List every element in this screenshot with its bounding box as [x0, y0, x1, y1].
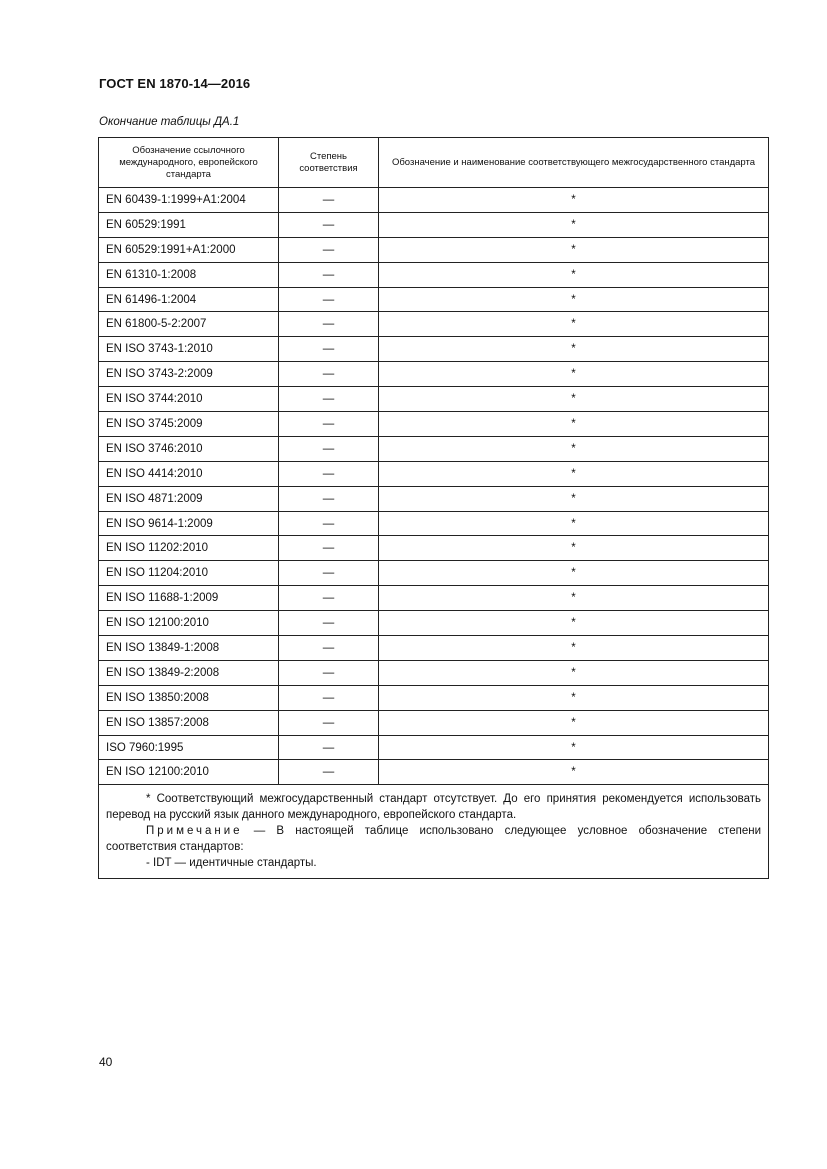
- degree-cell: —: [279, 710, 379, 735]
- interstate-standard-cell: *: [379, 262, 769, 287]
- degree-cell: —: [279, 536, 379, 561]
- table-row: [99, 312, 769, 337]
- notes-row: [99, 785, 769, 879]
- reference-standard-cell: EN ISO 11202:2010: [99, 536, 279, 561]
- reference-standard-cell: EN ISO 11688-1:2009: [99, 586, 279, 611]
- degree-cell: —: [279, 188, 379, 213]
- reference-standard-cell: EN ISO 3745:2009: [99, 412, 279, 437]
- table-row: [99, 636, 769, 661]
- table-body: [99, 188, 769, 785]
- interstate-standard-cell: *: [379, 387, 769, 412]
- table-row: [99, 685, 769, 710]
- note: [106, 823, 761, 855]
- interstate-standard-cell: *: [379, 660, 769, 685]
- interstate-standard-cell: *: [379, 362, 769, 387]
- table-row: [99, 212, 769, 237]
- interstate-standard-cell: *: [379, 486, 769, 511]
- interstate-standard-cell: *: [379, 212, 769, 237]
- table-row: [99, 362, 769, 387]
- degree-cell: —: [279, 760, 379, 785]
- degree-cell: —: [279, 586, 379, 611]
- reference-standard-cell: EN 61310-1:2008: [99, 262, 279, 287]
- table-header-row: [99, 138, 769, 188]
- table-row: [99, 611, 769, 636]
- interstate-standard-cell: *: [379, 188, 769, 213]
- table-row: [99, 387, 769, 412]
- column-header-degree: Степень соответствия: [279, 138, 379, 188]
- notes-cell: [99, 785, 769, 879]
- reference-standard-cell: EN ISO 3746:2010: [99, 436, 279, 461]
- interstate-standard-cell: *: [379, 337, 769, 362]
- table-caption: Окончание таблицы ДА.1: [99, 116, 240, 128]
- degree-cell: —: [279, 561, 379, 586]
- column-header-reference: Обозначение ссылочного международного, европейского стандарта: [99, 138, 279, 188]
- reference-standard-cell: EN ISO 3744:2010: [99, 387, 279, 412]
- table-row: [99, 262, 769, 287]
- table-row: [99, 337, 769, 362]
- degree-cell: —: [279, 735, 379, 760]
- interstate-standard-cell: *: [379, 710, 769, 735]
- reference-standard-cell: EN ISO 12100:2010: [99, 611, 279, 636]
- interstate-standard-cell: *: [379, 561, 769, 586]
- table-row: [99, 237, 769, 262]
- table-row: [99, 486, 769, 511]
- degree-cell: —: [279, 287, 379, 312]
- interstate-standard-cell: *: [379, 237, 769, 262]
- table-row: [99, 586, 769, 611]
- note-text: — В настоящей таблице использовано следующее условное обозначение степени соответствия стандартов:: [106, 825, 761, 854]
- reference-standard-cell: EN ISO 4414:2010: [99, 461, 279, 486]
- degree-cell: —: [279, 412, 379, 437]
- degree-cell: —: [279, 337, 379, 362]
- reference-standard-cell: EN ISO 13850:2008: [99, 685, 279, 710]
- reference-standard-cell: EN ISO 3743-1:2010: [99, 337, 279, 362]
- reference-standard-cell: EN 60529:1991: [99, 212, 279, 237]
- degree-cell: —: [279, 237, 379, 262]
- table-row: [99, 660, 769, 685]
- interstate-standard-cell: *: [379, 636, 769, 661]
- table-row: [99, 287, 769, 312]
- interstate-standard-cell: *: [379, 436, 769, 461]
- reference-standard-cell: ISO 7960:1995: [99, 735, 279, 760]
- note-label: Примечание: [146, 825, 243, 838]
- legend-item: - IDT — идентичные стандарты.: [146, 857, 317, 870]
- degree-cell: —: [279, 486, 379, 511]
- degree-cell: —: [279, 387, 379, 412]
- interstate-standard-cell: *: [379, 586, 769, 611]
- table-row: [99, 511, 769, 536]
- table-row: [99, 436, 769, 461]
- degree-cell: —: [279, 362, 379, 387]
- reference-table: [98, 137, 769, 879]
- degree-cell: —: [279, 312, 379, 337]
- interstate-standard-cell: *: [379, 287, 769, 312]
- degree-cell: —: [279, 461, 379, 486]
- degree-cell: —: [279, 436, 379, 461]
- interstate-standard-cell: *: [379, 461, 769, 486]
- degree-cell: —: [279, 262, 379, 287]
- reference-standard-cell: EN 60439-1:1999+A1:2004: [99, 188, 279, 213]
- page-number: 40: [99, 1055, 113, 1069]
- interstate-standard-cell: *: [379, 735, 769, 760]
- table-row: [99, 760, 769, 785]
- reference-standard-cell: EN ISO 13849-2:2008: [99, 660, 279, 685]
- table-row: [99, 412, 769, 437]
- interstate-standard-cell: *: [379, 685, 769, 710]
- reference-standard-cell: EN ISO 13849-1:2008: [99, 636, 279, 661]
- reference-standard-cell: EN 61496-1:2004: [99, 287, 279, 312]
- reference-standard-cell: EN ISO 9614-1:2009: [99, 511, 279, 536]
- degree-cell: —: [279, 636, 379, 661]
- table-row: [99, 536, 769, 561]
- table-row: [99, 735, 769, 760]
- interstate-standard-cell: *: [379, 536, 769, 561]
- footnote: * Соответствующий межгосударственный стандарт отсутствует. До его принятия рекомендуется использовать перевод на русский язык данного международного, европейского стандарта.: [106, 793, 761, 822]
- degree-cell: —: [279, 685, 379, 710]
- reference-standard-cell: EN 60529:1991+A1:2000: [99, 237, 279, 262]
- reference-standard-cell: EN 61800-5-2:2007: [99, 312, 279, 337]
- reference-standard-cell: EN ISO 3743-2:2009: [99, 362, 279, 387]
- column-header-interstate-standard: Обозначение и наименование соответствующего межгосударственного стандарта: [379, 138, 769, 188]
- table-row: [99, 561, 769, 586]
- reference-standard-cell: EN ISO 13857:2008: [99, 710, 279, 735]
- interstate-standard-cell: *: [379, 511, 769, 536]
- interstate-standard-cell: *: [379, 312, 769, 337]
- degree-cell: —: [279, 511, 379, 536]
- degree-cell: —: [279, 611, 379, 636]
- table-row: [99, 461, 769, 486]
- interstate-standard-cell: *: [379, 760, 769, 785]
- reference-standard-cell: EN ISO 11204:2010: [99, 561, 279, 586]
- interstate-standard-cell: *: [379, 412, 769, 437]
- table-row: [99, 188, 769, 213]
- interstate-standard-cell: *: [379, 611, 769, 636]
- degree-cell: —: [279, 212, 379, 237]
- reference-standard-cell: EN ISO 4871:2009: [99, 486, 279, 511]
- degree-cell: —: [279, 660, 379, 685]
- reference-standard-cell: EN ISO 12100:2010: [99, 760, 279, 785]
- document-code: ГОСТ EN 1870-14—2016: [99, 76, 251, 91]
- table-row: [99, 710, 769, 735]
